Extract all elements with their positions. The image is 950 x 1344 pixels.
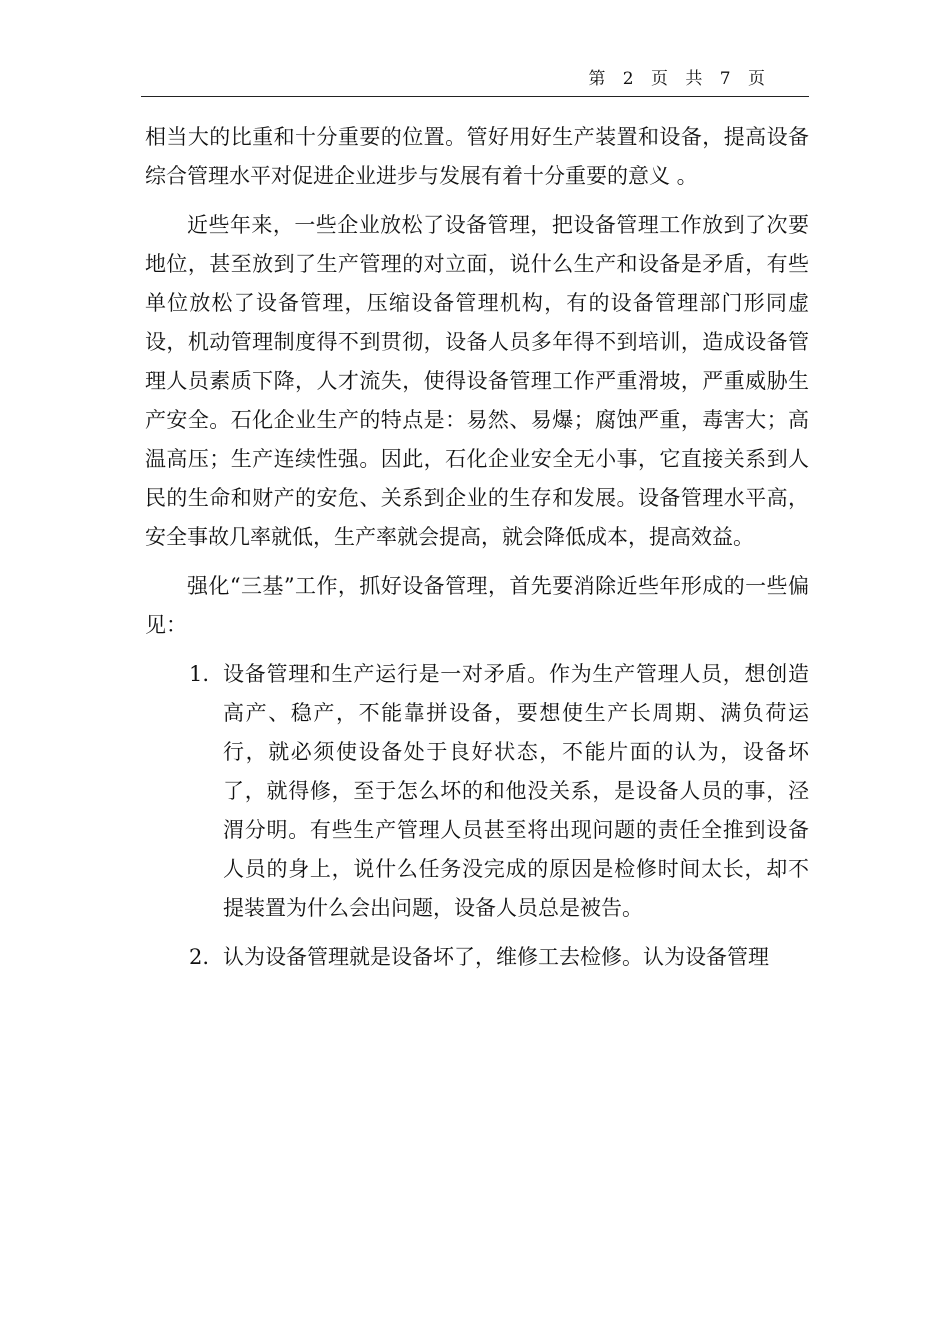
list-item-text: 设备管理和生产运行是一对矛盾。作为生产管理人员，想创造高产、稳产，不能靠拼设备，要想使生产长周期、满负荷运行，就必须使设备处于良好状态，不能片面的认为，设备坏了，就得修，至于怎么坏的和他没关系，是设备人员的事，泾渭分明。有些生产管理人员甚至将出现问题的责任全推到设备人员的身上，说什么任务没完成的原因是检修时间太长，却不提装置为什么会出问题，设备人员总是被告。 [223, 662, 809, 920]
paragraph-three-basics: 强化“三基”工作，抓好设备管理，首先要消除近些年形成的一些偏见： [145, 574, 809, 637]
list-item [145, 655, 809, 928]
document-body [145, 118, 809, 987]
paragraph-equipment-management: 近些年来，一些企业放松了设备管理，把设备管理工作放到了次要地位，甚至放到了生产管理的对立面，说什么生产和设备是矛盾，有些单位放松了设备管理，压缩设备管理机构，有的设备管理部门形同虚设，机动管理制度得不到贯彻，设备人员多年得不到培训，造成设备管理人员素质下降，人才流失，使得设备管理工作严重滑坡，严重威胁生产安全。石化企业生产的特点是：易然、易爆；腐蚀严重，毒害大；高温高压；生产连续性强。因此，石化企业安全无小事，它直接关系到人民的生命和财产的安危、关系到企业的生存和发展。设备管理水平高，安全事故几率就低，生产率就会提高，就会降低成本，提高效益。 [145, 213, 809, 549]
list-marker: 2. [189, 945, 210, 969]
page-header [141, 66, 809, 97]
page-number: 第 2 页 共 7 页 [588, 69, 771, 89]
list-item-text: 认为设备管理就是设备坏了，维修工去检修。认为设备管理 [223, 945, 769, 969]
list-marker: 1. [189, 662, 210, 686]
list-item [145, 938, 809, 977]
paragraph-continuation: 相当大的比重和十分重要的位置。管好用好生产装置和设备，提高设备综合管理水平对促进企业进步与发展有着十分重要的意义 。 [145, 125, 809, 188]
